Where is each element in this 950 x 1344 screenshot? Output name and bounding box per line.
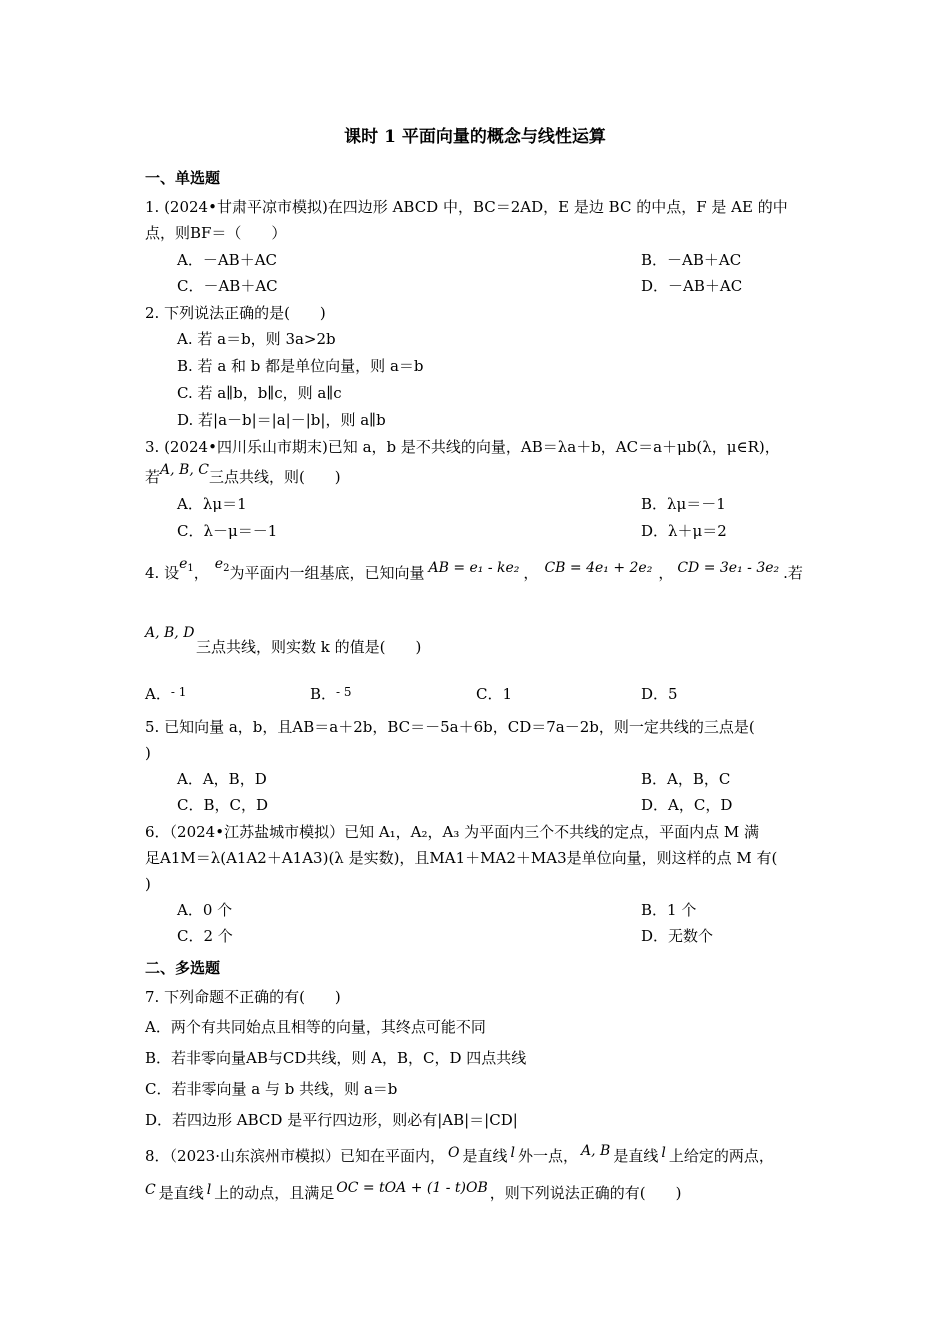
- section-single-choice: 一、单选题: [145, 169, 221, 187]
- q4-option-b: B．$^{- 5}$: [310, 685, 352, 703]
- q4-e1-math: $e_1$: [179, 556, 194, 574]
- q6-option-b: B．1 个: [641, 901, 697, 919]
- q2-option-a: A. 若 a＝b，则 3a>2b: [177, 330, 336, 348]
- q1-option-d: D．－AB＋AC: [641, 277, 743, 295]
- q4-vec-cd: CD = 3e₁ - 3e₂: [677, 560, 780, 576]
- section-multi-choice: 二、多选题: [145, 959, 221, 977]
- q2-option-b: B. 若 a 和 b 都是单位向量，则 a＝b: [177, 357, 424, 375]
- q1-option-b: B．－AB＋AC: [641, 251, 742, 269]
- q7-option-a: A．两个有共同始点且相等的向量，其终点可能不同: [145, 1018, 486, 1036]
- q2-option-d: D. 若|a－b|＝|a|－|b|，则 a∥b: [177, 411, 386, 429]
- q5-option-c: C．B，C，D: [177, 796, 269, 814]
- q4-mid: 为平面内一组基底，已知向量: [229, 564, 425, 582]
- q5-option-a: A．A，B，D: [177, 770, 267, 788]
- q8-formula: OC = tOA + (1 - t)OB: [336, 1180, 488, 1196]
- q3-line2-pre: 若: [145, 468, 161, 486]
- q7-option-d: D．若四边形 ABCD 是平行四边形，则必有|AB|＝|CD|: [145, 1111, 518, 1129]
- q4-option-d: D．5: [641, 685, 678, 703]
- q7-stem: 7. 下列命题不正确的有( ): [145, 988, 341, 1006]
- q3-points-math: A, B, C: [160, 462, 209, 478]
- q8-stem-line1: 8．（2023·山东滨州市模拟）已知在平面内， O 是直线 l 外一点， A, B 是直线 l 上给定的两点，: [145, 1143, 774, 1165]
- q4-option-c: C．1: [476, 685, 513, 703]
- q3-line2-post: 三点共线，则( ): [208, 468, 341, 486]
- q1-stem-line1: 1. (2024•甘肃平凉市模拟)在四边形 ABCD 中，BC＝2AD，E 是边 BC 的中点，F 是 AE 的中: [145, 198, 788, 216]
- q7-option-b: B．若非零向量AB与CD共线，则 A，B，C，D 四点共线: [145, 1049, 527, 1067]
- q3-stem-line1: 3. (2024•四川乐山市期末)已知 a，b 是不共线的向量，AB＝λa＋b，AC＝a＋μb(λ，μ∈R)，: [145, 438, 780, 456]
- q4-vec-ab: AB = e₁ - ke₂: [428, 560, 520, 576]
- q3-option-a: A．λμ＝1: [177, 495, 247, 513]
- q3-option-b: B．λμ＝－1: [641, 495, 726, 513]
- q6-option-d: D．无数个: [641, 927, 714, 945]
- q6-option-a: A．0 个: [177, 901, 233, 919]
- q4-option-a: A．$^{- 1}$: [145, 685, 187, 703]
- q5-stem-line1: 5. 已知向量 a，b，且AB＝a＋2b，BC＝－5a＋6b，CD＝7a－2b，则一定共线的三点是(: [145, 718, 755, 736]
- q2-option-c: C. 若 a∥b，b∥c，则 a∥c: [177, 384, 342, 402]
- q4-points-math: A, B, D: [145, 625, 195, 641]
- q3-stem-line2: [145, 462, 341, 488]
- q4-stem-line1: 4. 设$e_1$， $e_2$为平面内一组基底，已知向量 AB = e₁ - ke₂ ， CB = 4e₁ + 2e₂ ， CD = 3e₁ - 3e₂ .若: [145, 556, 803, 582]
- q4-vec-cb: CB = 4e₁ + 2e₂: [544, 560, 653, 576]
- q3-option-c: C．λ－μ＝－1: [177, 522, 278, 540]
- q1-option-a: A．－AB＋AC: [177, 251, 277, 269]
- q4-e2-math: $e_2$: [214, 556, 230, 574]
- q1-option-c: C．－AB＋AC: [177, 277, 278, 295]
- page-title: 课时 1 平面向量的概念与线性运算: [344, 127, 606, 147]
- q1-stem-line2: 点，则BF＝（ ）: [145, 224, 287, 242]
- q5-option-b: B．A，B，C: [641, 770, 731, 788]
- q6-stem-line2: 足A1M＝λ(A1A2＋A1A3)(λ 是实数)，且MA1＋MA2＋MA3是单位向量，则这样的点 M 有(: [145, 849, 778, 867]
- q4-stem-line2: 三点共线，则实数 k 的值是( ): [196, 638, 422, 656]
- q2-stem: 2. 下列说法正确的是( ): [145, 304, 326, 322]
- q4-pre: 4. 设: [145, 564, 180, 582]
- q5-option-d: D．A，C，D: [641, 796, 733, 814]
- q3-option-d: D．λ＋μ＝2: [641, 522, 727, 540]
- q6-option-c: C．2 个: [177, 927, 233, 945]
- q7-option-c: C．若非零向量 a 与 b 共线，则 a＝b: [145, 1080, 398, 1098]
- q4-post: .若: [783, 564, 803, 582]
- q6-stem-line3: ): [145, 875, 151, 893]
- q6-stem-line1: 6．（2024•江苏盐城市模拟）已知 A₁，A₂，A₃ 为平面内三个不共线的定点，平面内点 M 满: [145, 823, 760, 841]
- q5-stem-line2: ): [145, 744, 151, 762]
- q8-stem-line2: C 是直线 l 上的动点，且满足 OC = tOA + (1 - t)OB ，则下列说法正确的有( ): [145, 1180, 682, 1202]
